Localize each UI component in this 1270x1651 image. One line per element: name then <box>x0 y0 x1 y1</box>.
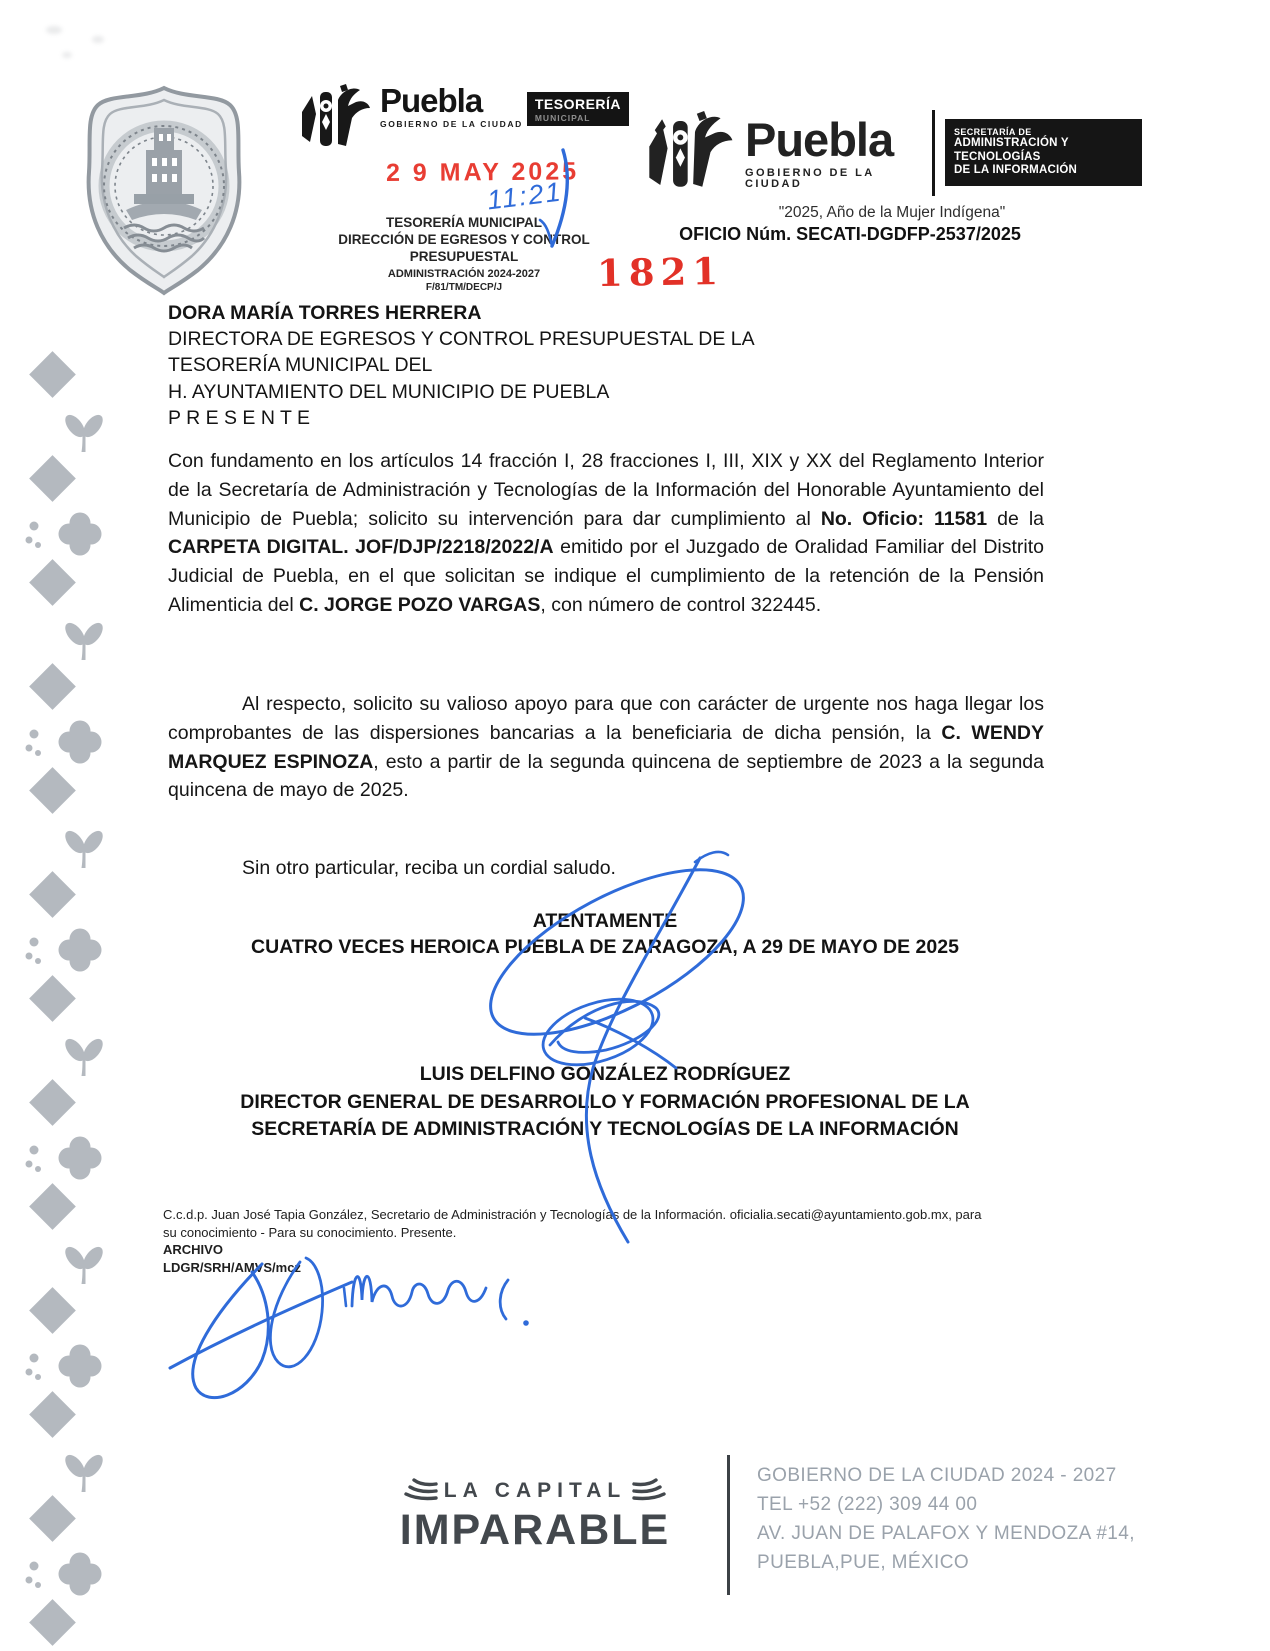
department-block <box>286 214 642 294</box>
year-motto: "2025, Año de la Mujer Indígena" <box>778 204 1006 221</box>
logo-divider <box>932 110 935 196</box>
talavera-icon <box>642 106 737 200</box>
secati-box-line: ADMINISTRACIÓN Y TECNOLOGÍAS <box>953 137 1069 163</box>
folio-stamp: 1821 <box>596 248 725 296</box>
coat-of-arms <box>80 82 248 296</box>
date-stamp: 2 9 MAY 2025 <box>385 157 580 188</box>
signer-block <box>165 1061 1045 1144</box>
dept-line: DIRECCIÓN DE EGRESOS Y CONTROL <box>338 232 590 247</box>
scan-smudge <box>46 26 62 34</box>
dept-line: PRESUPUESTAL <box>409 249 519 264</box>
atentamente: ATENTAMENTE <box>532 910 678 932</box>
tesoreria-box <box>527 92 629 126</box>
tesoreria-logo <box>296 84 632 154</box>
place-date-line: CUATRO VECES HEROICA PUEBLA DE ZARAGOZA, A 29 DE MAYO DE 2025 <box>251 936 959 958</box>
signer-name: LUIS DELFINO GONZÁLEZ RODRÍGUEZ <box>419 1063 791 1085</box>
tesoreria-box-title: TESORERÍA <box>534 96 622 112</box>
puebla-wordmark: Puebla <box>380 82 483 119</box>
attn-block <box>165 908 1045 960</box>
puebla-wordmark-sub: GOBIERNO DE LA CIUDAD <box>745 166 875 190</box>
talavera-icon <box>296 84 374 152</box>
dept-line: TESORERÍA MUNICIPAL <box>385 215 542 230</box>
tesoreria-box-sub: MUNICIPAL <box>534 113 591 123</box>
secati-box <box>945 119 1142 186</box>
scan-smudge <box>62 52 72 58</box>
recipient-line: TESORERÍA MUNICIPAL DEL <box>168 354 433 377</box>
footer-line: PUEBLA,PUE, MÉXICO <box>757 1552 970 1573</box>
recipient-line: H. AYUNTAMIENTO DEL MUNICIPIO DE PUEBLA <box>168 380 610 403</box>
footer-divider <box>727 1455 730 1595</box>
recipient-line: DIRECTORA DE EGRESOS Y CONTROL PRESUPUESTAL DE LA <box>168 328 755 351</box>
brand-bottom: IMPARABLE <box>399 1506 671 1554</box>
closing-line: Sin otro particular, reciba un cordial saludo. <box>242 857 616 879</box>
scan-smudge <box>92 36 104 43</box>
body-paragraph-1: Con fundamento en los artículos 14 fracción I, 28 fracciones I, III, XIX y XX del Reglamento Interior de la Secretaría de Administración y Tecnologías de la Información del Honorable Ayuntamiento del Municipio de Puebla; solicito su intervención para dar cumplimiento al No. Oficio: 11581 de la CARPETA DIGITAL. JOF/DJP/2218/2022/A emitido por el Juzgado de Oralidad Familiar del Distrito Judicial de Puebla, en el que solicitan se indique el cumplimiento de la retención de la Pensión Alimenticia del C. JORGE POZO VARGAS, con número de control 322445. <box>168 450 1044 616</box>
archivo-label: ARCHIVO <box>163 1242 223 1257</box>
ccdp-line: su conocimiento - Para su conocimiento. Presente. <box>163 1224 457 1240</box>
capital-imparable-logo <box>385 1478 685 1555</box>
recipient-block <box>168 300 755 431</box>
margin-pattern <box>18 346 118 1651</box>
footer-line: AV. JUAN DE PALAFOX Y MENDOZA #14, <box>757 1523 1135 1544</box>
wing-icon-left <box>402 1478 438 1504</box>
signer-title: SECRETARÍA DE ADMINISTRACIÓN Y TECNOLOGÍAS DE LA INFORMACIÓN <box>251 1118 959 1140</box>
body-paragraph-2: Al respecto, solicito su valioso apoyo para que con carácter de urgente nos haga llegar los comprobantes de las dispersiones bancarias a la beneficiaria de dicha pensión, la C. WENDY MARQUEZ ESPINOZA, esto a partir de la segunda quincena de septiembre de 2023 a la segunda quincena de mayo de 2025. <box>168 693 1044 802</box>
recipient-presente: P R E S E N T E <box>168 406 310 429</box>
ccdp-block <box>163 1206 1068 1276</box>
handwritten-time: 11:21 <box>485 176 565 216</box>
ccdp-line: C.c.d.p. Juan José Tapia González, Secretario de Administración y Tecnologías de la Información. oficialia.secati@ayuntamiento.gob.mx, para <box>163 1207 982 1222</box>
secati-box-line: DE LA INFORMACIÓN <box>953 164 1078 177</box>
brand-top: LA CAPITAL <box>443 1479 627 1502</box>
puebla-wordmark-sub: GOBIERNO DE LA CIUDAD <box>380 119 523 129</box>
oficio-number: OFICIO Núm. SECATI-DGDFP-2537/2025 <box>679 224 1021 244</box>
dept-line: ADMINISTRACIÓN 2024-2027 <box>387 268 541 280</box>
dept-line: F/81/TM/DECP/J <box>425 282 503 293</box>
signer-title: DIRECTOR GENERAL DE DESARROLLO Y FORMACIÓN PROFESIONAL DE LA <box>240 1090 970 1113</box>
footer-line: GOBIERNO DE LA CIUDAD 2024 - 2027 <box>757 1465 1117 1486</box>
recipient-name: DORA MARÍA TORRES HERRERA <box>168 302 482 324</box>
puebla-wordmark: Puebla <box>745 112 894 166</box>
reference-initials: LDGR/SRH/AMVS/mcz <box>163 1259 301 1275</box>
secati-logo <box>642 100 1142 205</box>
wing-icon-right <box>632 1478 668 1504</box>
secati-box-line: SECRETARÍA DE <box>953 127 1032 138</box>
footer-line: TEL +52 (222) 309 44 00 <box>757 1494 978 1515</box>
footer-address <box>757 1461 1157 1577</box>
